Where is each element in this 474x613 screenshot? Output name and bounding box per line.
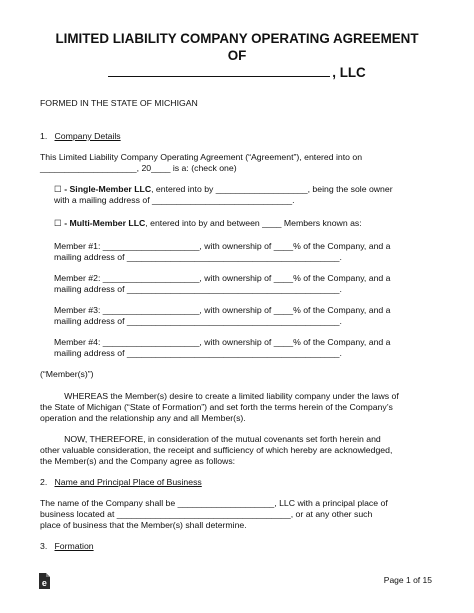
single-member-option [54, 184, 393, 195]
section2-number: 2. [40, 477, 48, 487]
section2-line2: business located at ____________________________________, or at any other such [40, 509, 373, 519]
section3-title: Formation [54, 541, 94, 551]
single-member-address: with a mailing address of _____________________________. [54, 195, 295, 205]
member1-line2: mailing address of ____________________________________________. [54, 252, 342, 262]
now-therefore-line2: other valuable consideration, the receipt and sufficiency of which hereby are acknowledged, [40, 445, 393, 455]
page-number: Page 1 of 15 [383, 575, 432, 585]
document-title-line3 [0, 64, 474, 81]
company-name-blank[interactable] [108, 64, 330, 77]
multi-member-checkbox[interactable]: ☐ [54, 218, 62, 228]
section1-number: 1. [40, 131, 48, 141]
formed-in-statement: FORMED IN THE STATE OF MICHIGAN [40, 98, 198, 108]
section1-intro-line2: ____________________, 20____ is a: (check one) [40, 163, 237, 173]
multi-member-label: - Multi-Member LLC [61, 218, 146, 228]
multi-member-text: , entered into by and between ____ Members known as: [145, 218, 362, 228]
member2-line2: mailing address of ____________________________________________. [54, 284, 342, 294]
whereas-line3: operation and the relationship any and all Member(s). [40, 413, 246, 423]
single-member-checkbox[interactable]: ☐ [54, 184, 62, 194]
document-title-line2: OF [227, 48, 247, 63]
section2-heading [40, 477, 202, 488]
whereas-line1: WHEREAS the Member(s) desire to create a limited liability company under the laws of [40, 391, 399, 401]
eforms-logo-icon [38, 573, 50, 589]
single-member-text: , entered into by ___________________, being the sole owner [151, 184, 393, 194]
members-label: (“Member(s)”) [40, 369, 94, 379]
now-therefore-line3: the Member(s) and the Company agree as follows: [40, 456, 236, 466]
section1-title: Company Details [54, 131, 121, 141]
member3-line2: mailing address of ____________________________________________. [54, 316, 342, 326]
document-title-line1: LIMITED LIABILITY COMPANY OPERATING AGREEMENT [55, 31, 419, 46]
single-member-label: - Single-Member LLC [61, 184, 152, 194]
now-therefore-line1: NOW, THEREFORE, in consideration of the mutual covenants set forth herein and [40, 434, 381, 444]
section2-line3: place of business that the Member(s) shall determine. [40, 520, 247, 530]
multi-member-option [54, 218, 362, 229]
svg-text:e: e [41, 578, 47, 588]
member3-line1: Member #3: ____________________, with ownership of ____% of the Company, and a [54, 305, 391, 315]
section3-heading [40, 541, 94, 552]
member4-line1: Member #4: ____________________, with ownership of ____% of the Company, and a [54, 337, 391, 347]
section3-number: 3. [40, 541, 48, 551]
whereas-line2: the State of Michigan (“State of Formation”) and set forth the terms herein of the Company’s [40, 402, 393, 412]
llc-suffix: , LLC [332, 65, 366, 80]
section2-line1: The name of the Company shall be ____________________, LLC with a principal place of [40, 498, 388, 508]
member2-line1: Member #2: ____________________, with ownership of ____% of the Company, and a [54, 273, 391, 283]
member1-line1: Member #1: ____________________, with ownership of ____% of the Company, and a [54, 241, 391, 251]
section1-intro-line1: This Limited Liability Company Operating Agreement (“Agreement”), entered into on [40, 152, 363, 162]
member4-line2: mailing address of ____________________________________________. [54, 348, 342, 358]
section1-heading [40, 131, 121, 142]
section2-title: Name and Principal Place of Business [54, 477, 202, 487]
